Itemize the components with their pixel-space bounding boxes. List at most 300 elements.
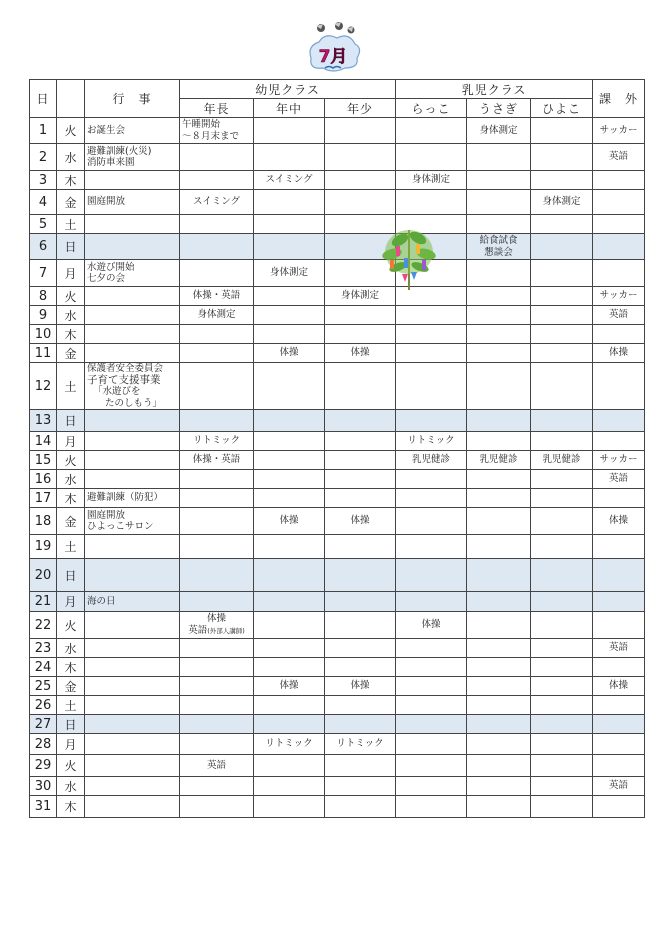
class-usagi-cell: [467, 755, 531, 777]
class-nencho-cell: [180, 118, 254, 144]
extracurricular-cell: [593, 451, 645, 470]
class-nencho-cell: [180, 363, 254, 410]
class-nensho-cell: [325, 535, 396, 559]
class-hiyoko-cell: [531, 508, 593, 535]
table-row: [30, 592, 645, 612]
extracurricular-cell: [593, 306, 645, 325]
table-row: [30, 410, 645, 432]
schedule-entry: リトミック: [192, 435, 241, 447]
class-nenchu-cell: [254, 432, 325, 451]
day-of-week: 木: [57, 325, 85, 344]
class-nencho-cell: [180, 677, 254, 696]
class-nencho-cell: [180, 432, 254, 451]
class-nensho-cell: [325, 171, 396, 190]
schedule-entry: (外部人講師): [207, 626, 245, 635]
class-nensho-cell: [325, 451, 396, 470]
schedule-entry: リトミック: [265, 738, 313, 750]
class-nenchu-cell: [254, 260, 325, 287]
event-line: 「水遊びを: [93, 386, 141, 397]
day-number: 3: [30, 171, 57, 190]
schedule-entry: サッカー: [599, 124, 638, 136]
event-line: 園庭開放: [87, 196, 126, 208]
tanabata-decoration: [378, 222, 440, 292]
class-nenchu-cell: [254, 592, 325, 612]
table-row: [30, 144, 645, 171]
class-nenchu-cell: [254, 234, 325, 260]
class-nenchu-cell: [254, 190, 325, 215]
header-nyuji-class: 乳児クラス: [396, 80, 593, 99]
class-hiyoko-cell: [531, 432, 593, 451]
class-rakko-cell: [396, 677, 467, 696]
class-nensho-cell: [325, 715, 396, 734]
event-cell: [85, 535, 180, 559]
class-nenchu-cell: [254, 658, 325, 677]
schedule-entry: 乳児健診: [479, 454, 518, 466]
event-cell: [85, 215, 180, 234]
class-rakko-cell: [396, 144, 467, 171]
class-hiyoko-cell: [531, 344, 593, 363]
extracurricular-cell: [593, 344, 645, 363]
event-line: 水遊び開始: [87, 261, 135, 273]
table-row: [30, 470, 645, 489]
event-cell: [85, 696, 180, 715]
extracurricular-cell: [593, 535, 645, 559]
day-number: 8: [30, 287, 57, 306]
class-nenchu-cell: [254, 696, 325, 715]
schedule-entry: 体操・英語: [192, 454, 241, 466]
day-number: 22: [30, 612, 57, 639]
schedule-entry: 午睡開始: [182, 119, 221, 130]
schedule-entry: 身体測定: [269, 267, 308, 279]
class-usagi-cell: [467, 215, 531, 234]
class-nenchu-cell: [254, 755, 325, 777]
day-number: 19: [30, 535, 57, 559]
class-usagi-cell: [467, 677, 531, 696]
class-hiyoko-cell: [531, 451, 593, 470]
header-date: 日: [30, 80, 57, 118]
class-hiyoko-cell: [531, 260, 593, 287]
class-nenchu-cell: [254, 215, 325, 234]
event-line: 消防車来園: [87, 157, 135, 168]
schedule-entry: スイミング: [192, 196, 241, 208]
day-number: 12: [30, 363, 57, 410]
event-line: 避難訓練(火災): [87, 145, 152, 157]
class-rakko-cell: [396, 734, 467, 755]
event-cell: [85, 796, 180, 818]
class-usagi-cell: [467, 535, 531, 559]
event-cell: [85, 777, 180, 796]
class-nencho-cell: [180, 734, 254, 755]
class-rakko-cell: [396, 559, 467, 592]
class-nensho-cell: [325, 470, 396, 489]
day-of-week: 金: [57, 190, 85, 215]
day-of-week: 水: [57, 777, 85, 796]
table-row: [30, 535, 645, 559]
class-hiyoko-cell: [531, 796, 593, 818]
class-nencho-cell: [180, 559, 254, 592]
extracurricular-cell: [593, 489, 645, 508]
class-nensho-cell: [325, 190, 396, 215]
event-cell: [85, 325, 180, 344]
extracurricular-cell: [593, 171, 645, 190]
event-cell: [85, 592, 180, 612]
class-nenchu-cell: [254, 639, 325, 658]
class-nencho-cell: [180, 535, 254, 559]
table-row: [30, 777, 645, 796]
class-nenchu-cell: [254, 287, 325, 306]
table-row: [30, 171, 645, 190]
day-number: 21: [30, 592, 57, 612]
table-row: [30, 559, 645, 592]
day-of-week: 月: [57, 734, 85, 755]
schedule-entry: 体操: [421, 619, 441, 631]
schedule-entry: 給食試食: [479, 235, 518, 246]
class-nencho-cell: [180, 171, 254, 190]
event-cell: [85, 639, 180, 658]
header-yoji-class: 幼児クラス: [180, 80, 396, 99]
class-rakko-cell: [396, 171, 467, 190]
class-nenchu-cell: [254, 535, 325, 559]
class-rakko-cell: [396, 451, 467, 470]
class-rakko-cell: [396, 696, 467, 715]
class-nensho-cell: [325, 489, 396, 508]
class-nencho-cell: [180, 796, 254, 818]
class-nenchu-cell: [254, 410, 325, 432]
class-hiyoko-cell: [531, 171, 593, 190]
extracurricular-cell: [593, 118, 645, 144]
table-row: [30, 190, 645, 215]
day-of-week: 金: [57, 677, 85, 696]
class-nencho-cell: [180, 489, 254, 508]
day-number: 5: [30, 215, 57, 234]
day-of-week: 火: [57, 287, 85, 306]
class-nencho-cell: [180, 777, 254, 796]
class-usagi-cell: [467, 410, 531, 432]
header-weekday: [57, 80, 85, 118]
day-number: 17: [30, 489, 57, 508]
class-usagi-cell: [467, 796, 531, 818]
event-line: たのしもう」: [105, 397, 163, 409]
class-hiyoko-cell: [531, 592, 593, 612]
class-nencho-cell: [180, 306, 254, 325]
month-badge-logo: [303, 18, 365, 76]
event-cell: [85, 190, 180, 215]
class-nencho-cell: [180, 755, 254, 777]
day-of-week: 火: [57, 118, 85, 144]
extracurricular-cell: [593, 190, 645, 215]
class-rakko-cell: [396, 344, 467, 363]
header-class-nenchu: 年中: [254, 99, 325, 118]
event-cell: [85, 658, 180, 677]
day-of-week: 土: [57, 215, 85, 234]
class-rakko-cell: [396, 363, 467, 410]
class-rakko-cell: [396, 508, 467, 535]
schedule-entry: 体操: [279, 680, 299, 692]
header-event: 行 事: [85, 80, 180, 118]
class-nensho-cell: [325, 612, 396, 639]
extracurricular-cell: [593, 592, 645, 612]
class-nenchu-cell: [254, 171, 325, 190]
event-cell: [85, 118, 180, 144]
extracurricular-cell: [593, 559, 645, 592]
extracurricular-cell: [593, 234, 645, 260]
event-line: ひよっこサロン: [87, 521, 154, 532]
schedule-entry: 体操: [279, 515, 299, 527]
class-nensho-cell: [325, 734, 396, 755]
class-rakko-cell: [396, 306, 467, 325]
event-cell: [85, 612, 180, 639]
day-number: 15: [30, 451, 57, 470]
day-number: 29: [30, 755, 57, 777]
class-rakko-cell: [396, 190, 467, 215]
calendar-table: [29, 79, 645, 818]
day-of-week: 木: [57, 171, 85, 190]
class-usagi-cell: [467, 508, 531, 535]
class-nenchu-cell: [254, 325, 325, 344]
month-badge-icon: [303, 18, 365, 76]
day-of-week: 水: [57, 144, 85, 171]
day-of-week: 木: [57, 796, 85, 818]
schedule-entry: 体操: [279, 347, 299, 359]
class-usagi-cell: [467, 234, 531, 260]
extracurricular-cell: [593, 715, 645, 734]
class-rakko-cell: [396, 777, 467, 796]
event-cell: [85, 451, 180, 470]
class-hiyoko-cell: [531, 190, 593, 215]
day-of-week: 土: [57, 535, 85, 559]
day-number: 20: [30, 559, 57, 592]
class-rakko-cell: [396, 755, 467, 777]
class-usagi-cell: [467, 325, 531, 344]
day-number: 1: [30, 118, 57, 144]
table-row: [30, 306, 645, 325]
day-of-week: 日: [57, 410, 85, 432]
table-row: [30, 658, 645, 677]
schedule-entry: スイミング: [265, 174, 313, 186]
class-rakko-cell: [396, 470, 467, 489]
event-cell: [85, 234, 180, 260]
class-hiyoko-cell: [531, 489, 593, 508]
day-number: 30: [30, 777, 57, 796]
class-nencho-cell: [180, 287, 254, 306]
extracurricular-cell: [593, 696, 645, 715]
table-row: [30, 344, 645, 363]
table-row: [30, 363, 645, 410]
event-cell: [85, 363, 180, 410]
class-rakko-cell: [396, 118, 467, 144]
class-nensho-cell: [325, 777, 396, 796]
class-rakko-cell: [396, 592, 467, 612]
schedule-entry: 体操: [350, 347, 370, 359]
class-hiyoko-cell: [531, 325, 593, 344]
day-of-week: 水: [57, 470, 85, 489]
day-of-week: 水: [57, 639, 85, 658]
class-nenchu-cell: [254, 559, 325, 592]
extracurricular-cell: [593, 325, 645, 344]
schedule-entry: 体操: [609, 515, 629, 527]
class-nencho-cell: [180, 190, 254, 215]
schedule-entry: サッカー: [599, 454, 638, 466]
day-number: 26: [30, 696, 57, 715]
extracurricular-cell: [593, 432, 645, 451]
table-row: [30, 234, 645, 260]
table-row: [30, 260, 645, 287]
class-hiyoko-cell: [531, 755, 593, 777]
class-rakko-cell: [396, 535, 467, 559]
day-of-week: 火: [57, 451, 85, 470]
day-of-week: 月: [57, 592, 85, 612]
class-nenchu-cell: [254, 306, 325, 325]
event-cell: [85, 171, 180, 190]
schedule-entry: 英語: [188, 624, 208, 636]
class-nensho-cell: [325, 432, 396, 451]
event-cell: [85, 432, 180, 451]
class-hiyoko-cell: [531, 677, 593, 696]
day-of-week: 金: [57, 344, 85, 363]
table-row: [30, 508, 645, 535]
event-line: 七夕の会: [87, 273, 126, 284]
class-nensho-cell: [325, 592, 396, 612]
class-nensho-cell: [325, 755, 396, 777]
class-hiyoko-cell: [531, 118, 593, 144]
tanabata-bamboo-icon: [378, 222, 440, 292]
class-nensho-cell: [325, 363, 396, 410]
class-nensho-cell: [325, 325, 396, 344]
class-nencho-cell: [180, 215, 254, 234]
calendar-body: [30, 118, 645, 818]
class-nencho-cell: [180, 508, 254, 535]
day-number: 10: [30, 325, 57, 344]
class-nenchu-cell: [254, 144, 325, 171]
class-nensho-cell: [325, 696, 396, 715]
class-usagi-cell: [467, 489, 531, 508]
class-nenchu-cell: [254, 677, 325, 696]
class-nenchu-cell: [254, 508, 325, 535]
extracurricular-cell: [593, 612, 645, 639]
class-rakko-cell: [396, 612, 467, 639]
class-usagi-cell: [467, 592, 531, 612]
class-rakko-cell: [396, 489, 467, 508]
schedule-entry: 英語: [609, 473, 629, 485]
class-nenchu-cell: [254, 344, 325, 363]
class-rakko-cell: [396, 715, 467, 734]
event-cell: [85, 344, 180, 363]
table-row: [30, 755, 645, 777]
day-of-week: 金: [57, 508, 85, 535]
class-hiyoko-cell: [531, 658, 593, 677]
class-nencho-cell: [180, 144, 254, 171]
event-cell: [85, 489, 180, 508]
class-nensho-cell: [325, 144, 396, 171]
extracurricular-cell: [593, 734, 645, 755]
class-rakko-cell: [396, 796, 467, 818]
class-usagi-cell: [467, 696, 531, 715]
class-nencho-cell: [180, 410, 254, 432]
class-nensho-cell: [325, 559, 396, 592]
class-usagi-cell: [467, 777, 531, 796]
class-hiyoko-cell: [531, 287, 593, 306]
schedule-entry: 身体測定: [412, 174, 451, 186]
extracurricular-cell: [593, 410, 645, 432]
table-row: [30, 639, 645, 658]
class-usagi-cell: [467, 260, 531, 287]
day-number: 24: [30, 658, 57, 677]
class-nensho-cell: [325, 639, 396, 658]
class-nenchu-cell: [254, 715, 325, 734]
class-nenchu-cell: [254, 734, 325, 755]
day-number: 28: [30, 734, 57, 755]
class-nensho-cell: [325, 508, 396, 535]
day-number: 4: [30, 190, 57, 215]
class-hiyoko-cell: [531, 715, 593, 734]
class-nensho-cell: [325, 677, 396, 696]
event-line: 園庭開放: [87, 509, 126, 521]
class-nenchu-cell: [254, 363, 325, 410]
extracurricular-cell: [593, 287, 645, 306]
day-of-week: 水: [57, 306, 85, 325]
event-cell: [85, 306, 180, 325]
schedule-entry: 体操: [350, 680, 370, 692]
extracurricular-cell: [593, 777, 645, 796]
extracurricular-cell: [593, 144, 645, 171]
event-cell: [85, 260, 180, 287]
extracurricular-cell: [593, 470, 645, 489]
header-class-nencho: 年長: [180, 99, 254, 118]
event-line: 海の日: [87, 595, 116, 607]
day-of-week: 火: [57, 612, 85, 639]
class-hiyoko-cell: [531, 639, 593, 658]
schedule-entry: 乳児健診: [542, 454, 581, 466]
class-usagi-cell: [467, 734, 531, 755]
event-cell: [85, 755, 180, 777]
schedule-entry: 体操: [350, 515, 370, 527]
schedule-entry: 英語: [206, 759, 226, 771]
event-cell: [85, 144, 180, 171]
schedule-entry: リトミック: [336, 738, 384, 750]
header-extracurricular: 課 外: [593, 80, 645, 118]
class-usagi-cell: [467, 658, 531, 677]
class-hiyoko-cell: [531, 612, 593, 639]
day-of-week: 日: [57, 234, 85, 260]
class-usagi-cell: [467, 432, 531, 451]
schedule-entry: 英語: [609, 151, 629, 163]
schedule-entry: 体操: [609, 347, 629, 359]
event-cell: [85, 410, 180, 432]
day-of-week: 土: [57, 363, 85, 410]
table-row: [30, 451, 645, 470]
class-usagi-cell: [467, 344, 531, 363]
table-row: [30, 677, 645, 696]
class-usagi-cell: [467, 715, 531, 734]
table-row: [30, 287, 645, 306]
day-number: 25: [30, 677, 57, 696]
class-hiyoko-cell: [531, 410, 593, 432]
class-hiyoko-cell: [531, 696, 593, 715]
day-number: 18: [30, 508, 57, 535]
event-cell: [85, 715, 180, 734]
class-nensho-cell: [325, 344, 396, 363]
month-badge-text: 7月: [318, 47, 348, 67]
schedule-entry: 身体測定: [479, 124, 518, 136]
class-nencho-cell: [180, 592, 254, 612]
extracurricular-cell: [593, 796, 645, 818]
event-line: お誕生会: [87, 124, 126, 136]
day-number: 14: [30, 432, 57, 451]
class-usagi-cell: [467, 639, 531, 658]
class-nencho-cell: [180, 715, 254, 734]
class-nencho-cell: [180, 325, 254, 344]
schedule-entry: 身体測定: [542, 196, 581, 208]
